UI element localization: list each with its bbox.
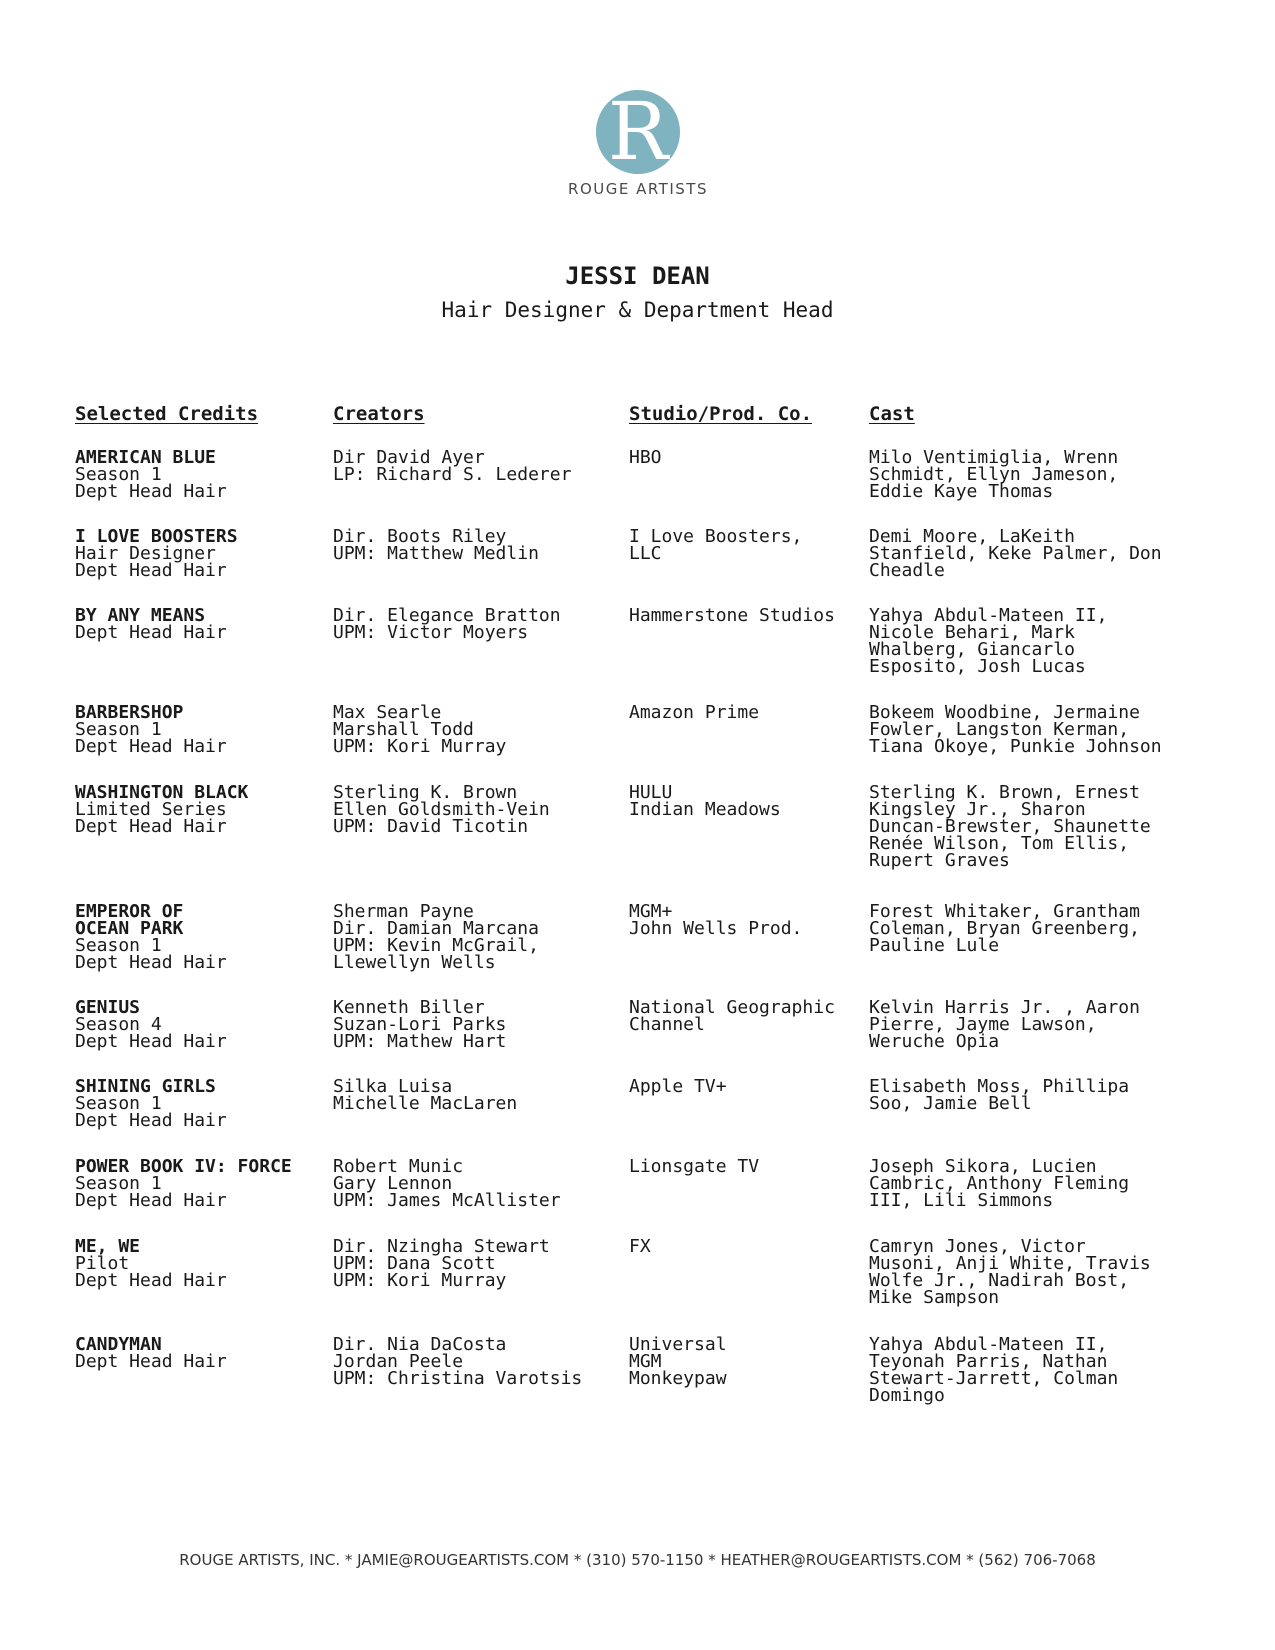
credit-detail: Dept Head Hair	[75, 1351, 227, 1372]
credit-studio	[629, 1238, 651, 1255]
credit-production	[75, 607, 227, 641]
studio-line: I Love Boosters,	[629, 526, 803, 547]
cast-line: Esposito, Josh Lucas	[869, 656, 1086, 677]
creator-line: Sherman Payne	[333, 901, 474, 922]
credit-title: CANDYMAN	[75, 1334, 162, 1355]
credit-studio	[629, 1158, 759, 1175]
header-cast: Cast	[869, 403, 915, 425]
cast-line: Schmidt, Ellyn Jameson,	[869, 464, 1119, 485]
credit-studio	[629, 607, 835, 624]
creator-line: Max Searle	[333, 702, 442, 723]
credit-title: AMERICAN BLUE	[75, 447, 216, 468]
logo-text: ROUGE ARTISTS	[568, 180, 708, 198]
cast-line: Camryn Jones, Victor	[869, 1236, 1086, 1257]
credit-production	[75, 1336, 227, 1370]
cast-line: III, Lili Simmons	[869, 1190, 1054, 1211]
artist-name: JESSI DEAN	[565, 262, 710, 290]
credit-cast	[869, 1336, 1118, 1404]
creator-line: UPM: David Ticotin	[333, 816, 529, 837]
credit-detail: Dept Head Hair	[75, 1110, 227, 1131]
credit-creators	[333, 449, 571, 483]
header-creators: Creators	[333, 403, 425, 425]
credit-detail: Season 1	[75, 1093, 162, 1114]
creator-line: Dir. Boots Riley	[333, 526, 507, 547]
credit-detail: Dept Head Hair	[75, 622, 227, 643]
cast-line: Cambric, Anthony Fleming	[869, 1173, 1130, 1194]
cast-line: Domingo	[869, 1385, 945, 1406]
creator-line: Dir. Elegance Bratton	[333, 605, 561, 626]
cast-line: Yahya Abdul-Mateen II,	[869, 1334, 1108, 1355]
credit-creators	[333, 1336, 582, 1387]
credit-creators	[333, 704, 506, 755]
cast-line: Sterling K. Brown, Ernest	[869, 782, 1140, 803]
cast-line: Fowler, Langston Kerman,	[869, 719, 1130, 740]
creator-line: Silka Luisa	[333, 1076, 453, 1097]
credit-detail: Dept Head Hair	[75, 481, 227, 502]
creator-line: Kenneth Biller	[333, 997, 485, 1018]
credit-studio	[629, 1078, 727, 1095]
credit-title: POWER BOOK IV: FORCE	[75, 1156, 292, 1177]
credit-studio	[629, 999, 835, 1033]
credit-detail: Pilot	[75, 1253, 130, 1274]
credit-studio	[629, 528, 802, 562]
credit-title: EMPEROR OF	[75, 901, 184, 922]
footer-contact: ROUGE ARTISTS, INC. * JAMIE@ROUGEARTISTS.COM * (310) 570-1150 * HEATHER@ROUGEARTISTS.COM * (562) 706-7068	[179, 1551, 1096, 1569]
cast-line: Stanfield, Keke Palmer, Don	[869, 543, 1162, 564]
studio-line: Lionsgate TV	[629, 1156, 760, 1177]
cast-line: Tiana Okoye, Punkie Johnson	[869, 736, 1162, 757]
credit-detail: Limited Series	[75, 799, 227, 820]
credit-detail: Dept Head Hair	[75, 1190, 227, 1211]
credit-detail: Dept Head Hair	[75, 560, 227, 581]
creator-line: Dir David Ayer	[333, 447, 485, 468]
cast-line: Pauline Lule	[869, 935, 1000, 956]
studio-line: National Geographic	[629, 997, 835, 1018]
credit-creators	[333, 1078, 517, 1112]
cast-line: Kelvin Harris Jr. , Aaron	[869, 997, 1140, 1018]
studio-line: John Wells Prod.	[629, 918, 803, 939]
studio-line: Universal	[629, 1334, 727, 1355]
credit-production	[75, 1238, 227, 1289]
cast-line: Weruche Opia	[869, 1031, 1000, 1052]
creator-line: Suzan-Lori Parks	[333, 1014, 507, 1035]
credit-detail: Dept Head Hair	[75, 1270, 227, 1291]
credit-detail: Season 1	[75, 464, 162, 485]
credit-cast	[869, 903, 1140, 954]
studio-line: LLC	[629, 543, 662, 564]
credit-title: SHINING GIRLS	[75, 1076, 216, 1097]
cast-line: Bokeem Woodbine, Jermaine	[869, 702, 1140, 723]
creator-line: Jordan Peele	[333, 1351, 464, 1372]
creator-line: UPM: Victor Moyers	[333, 622, 529, 643]
credit-production	[75, 1158, 292, 1209]
cast-line: Kingsley Jr., Sharon	[869, 799, 1086, 820]
logo	[553, 90, 723, 198]
creator-line: Marshall Todd	[333, 719, 474, 740]
credit-detail: Season 1	[75, 1173, 162, 1194]
credit-title: OCEAN PARK	[75, 918, 184, 939]
cast-line: Demi Moore, LaKeith	[869, 526, 1075, 547]
credit-detail: Season 4	[75, 1014, 162, 1035]
studio-line: HULU	[629, 782, 673, 803]
credit-detail: Dept Head Hair	[75, 1031, 227, 1052]
studio-line: Indian Meadows	[629, 799, 781, 820]
credit-creators	[333, 528, 539, 562]
credit-creators	[333, 903, 539, 971]
credit-cast	[869, 449, 1118, 500]
creator-line: UPM: Kori Murray	[333, 736, 507, 757]
credit-detail: Dept Head Hair	[75, 816, 227, 837]
cast-line: Rupert Graves	[869, 850, 1010, 871]
credit-studio	[629, 903, 802, 937]
credit-creators	[333, 1158, 561, 1209]
logo-letter: R	[607, 90, 669, 174]
credit-creators	[333, 607, 561, 641]
cast-line: Whalberg, Giancarlo	[869, 639, 1075, 660]
creator-line: Dir. Nzingha Stewart	[333, 1236, 550, 1257]
cast-line: Stewart-Jarrett, Colman	[869, 1368, 1119, 1389]
studio-line: Amazon Prime	[629, 702, 760, 723]
cast-line: Soo, Jamie Bell	[869, 1093, 1032, 1114]
artist-role: Hair Designer & Department Head	[441, 298, 834, 322]
studio-line: Hammerstone Studios	[629, 605, 835, 626]
credit-studio	[629, 1336, 727, 1387]
header-studio: Studio/Prod. Co.	[629, 403, 813, 425]
cast-line: Yahya Abdul-Mateen II,	[869, 605, 1108, 626]
cast-line: Eddie Kaye Thomas	[869, 481, 1054, 502]
creator-line: UPM: James McAllister	[333, 1190, 561, 1211]
credit-creators	[333, 784, 550, 835]
creator-line: UPM: Kori Murray	[333, 1270, 507, 1291]
cast-line: Renée Wilson, Tom Ellis,	[869, 833, 1130, 854]
cast-line: Teyonah Parris, Nathan	[869, 1351, 1108, 1372]
creator-line: UPM: Christina Varotsis	[333, 1368, 583, 1389]
credit-title: I LOVE BOOSTERS	[75, 526, 238, 547]
creator-line: UPM: Dana Scott	[333, 1253, 496, 1274]
credit-creators	[333, 999, 506, 1050]
credit-cast	[869, 1158, 1129, 1209]
creator-line: UPM: Mathew Hart	[333, 1031, 507, 1052]
credit-production	[75, 528, 238, 579]
credit-production	[75, 1078, 227, 1129]
credit-cast	[869, 607, 1107, 675]
credit-detail: Hair Designer	[75, 543, 216, 564]
credit-detail: Season 1	[75, 935, 162, 956]
studio-line: Monkeypaw	[629, 1368, 727, 1389]
creator-line: Dir. Nia DaCosta	[333, 1334, 507, 1355]
cast-line: Coleman, Bryan Greenberg,	[869, 918, 1140, 939]
credit-title: BARBERSHOP	[75, 702, 184, 723]
cast-line: Forest Whitaker, Grantham	[869, 901, 1140, 922]
creator-line: Michelle MacLaren	[333, 1093, 518, 1114]
credit-title: ME, WE	[75, 1236, 141, 1257]
credit-cast	[869, 1238, 1151, 1306]
credit-title: BY ANY MEANS	[75, 605, 206, 626]
cast-line: Duncan-Brewster, Shaunette	[869, 816, 1151, 837]
cast-line: Nicole Behari, Mark	[869, 622, 1075, 643]
creator-line: Ellen Goldsmith-Vein	[333, 799, 550, 820]
cast-line: Cheadle	[869, 560, 945, 581]
studio-line: MGM	[629, 1351, 662, 1372]
cast-line: Joseph Sikora, Lucien	[869, 1156, 1097, 1177]
cast-line: Pierre, Jayme Lawson,	[869, 1014, 1097, 1035]
credit-detail: Dept Head Hair	[75, 952, 227, 973]
studio-line: Channel	[629, 1014, 705, 1035]
creator-line: UPM: Kevin McGrail,	[333, 935, 539, 956]
credit-studio	[629, 784, 781, 818]
cast-line: Musoni, Anji White, Travis	[869, 1253, 1151, 1274]
studio-line: MGM+	[629, 901, 673, 922]
credit-production	[75, 784, 248, 835]
credit-title: GENIUS	[75, 997, 141, 1018]
credit-production	[75, 903, 227, 971]
credit-detail: Season 1	[75, 719, 162, 740]
cast-line: Mike Sampson	[869, 1287, 1000, 1308]
credit-studio	[629, 449, 662, 466]
credit-cast	[869, 704, 1162, 755]
credit-production	[75, 999, 227, 1050]
logo-mark	[596, 90, 680, 174]
credit-creators	[333, 1238, 550, 1289]
studio-line: FX	[629, 1236, 651, 1257]
studio-line: Apple TV+	[629, 1076, 727, 1097]
credit-detail: Dept Head Hair	[75, 736, 227, 757]
credit-title: WASHINGTON BLACK	[75, 782, 249, 803]
credit-cast	[869, 528, 1162, 579]
credit-production	[75, 704, 227, 755]
creator-line: UPM: Matthew Medlin	[333, 543, 539, 564]
studio-line: HBO	[629, 447, 662, 468]
creator-line: Sterling K. Brown	[333, 782, 518, 803]
credit-cast	[869, 1078, 1129, 1112]
cast-line: Milo Ventimiglia, Wrenn	[869, 447, 1119, 468]
creator-line: LP: Richard S. Lederer	[333, 464, 572, 485]
credit-production	[75, 449, 227, 500]
creator-line: Gary Lennon	[333, 1173, 453, 1194]
cast-line: Elisabeth Moss, Phillipa	[869, 1076, 1130, 1097]
creator-line: Robert Munic	[333, 1156, 464, 1177]
cast-line: Wolfe Jr., Nadirah Bost,	[869, 1270, 1130, 1291]
creator-line: Dir. Damian Marcana	[333, 918, 539, 939]
credit-studio	[629, 704, 759, 721]
credit-cast	[869, 784, 1151, 869]
credit-cast	[869, 999, 1140, 1050]
creator-line: Llewellyn Wells	[333, 952, 496, 973]
header-selected-credits: Selected Credits	[75, 403, 259, 425]
